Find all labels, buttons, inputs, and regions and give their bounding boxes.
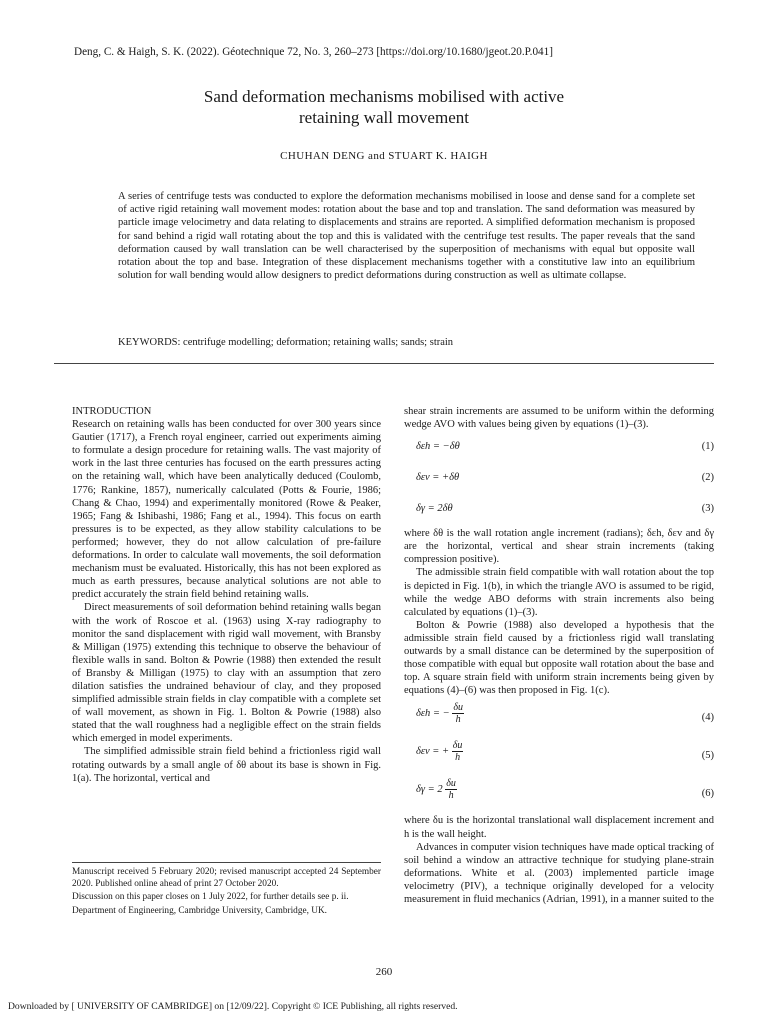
intro-paragraph-2: Direct measurements of soil deformation behind retaining walls began with the work of Roscoe et al. (1963) using X-ray radiography to monitor the sand displacement with rigid wall movement, with Bransby & Milligan (1975) extending this technique to observe the behaviour of flexible walls in sand. Bolton & Powrie (1988) then extended the result of Bransby & Milligan (1975) to clay with an assumption that zero dilation satisfies the undrained behaviour of clay, and they proposed simplified admissible strain fields in clay compatible with a complete set of wall movement, as shown in Fig. 1. Bolton & Powrie (1988) also stated that the wall roughness had a negligible effect on the strain fields which emerged in model experiments. [72,602,381,745]
equation-5-denominator: h [455,752,461,764]
equation-5 [404,738,714,773]
equation-2 [404,465,714,493]
footnotes [72,867,381,919]
equation-5-number: (5) [701,750,714,762]
equation-1 [404,434,714,462]
equation-4-lhs: δεh = − [416,708,450,720]
left-column [72,405,381,785]
equation-4-fraction [452,702,464,725]
equation-4-numerator: δu [453,702,463,714]
equation-6-fraction [445,778,457,801]
citation-line: Deng, C. & Haigh, S. K. (2022). Géotechnique 72, No. 3, 260–273 [https://doi.org/10.1680/jgeot.20.P.041] [74,46,553,58]
intro-paragraph-1: Research on retaining walls has been conducted for over 300 years since Gautier (1717), a French royal engineer, carried out experiments aiming to formulate a design procedure for retaining walls. The vast majority of work in the last three centuries has focused on the earth pressures acting on the retaining wall, which have been analytically deduced (Coulomb, 1776; Rankine, 1857), numerically calculated (Potts & Fourie, 1986; Chang & Chao, 1994) and experimentally monitored (Rowe & Peaker, 1965; Fang & Ishibashi, 1986; Fang et al., 1994). This focus on earth pressures is to be expected, as they allow stability calculations to be performed; however, they do not allow calculation of pre-failure deformations. In order to calculate wall movements, the soil deformation mechanism must be evaluated. Historically, this has not been explored as much as earth pressures, because analytical solutions are not able to predict accurately the strain field behind retaining walls. [72,419,381,601]
right-paragraph-3: The admissible strain field compatible with wall rotation about the top is depicted in Fig. 1(b), in which the triangle AVO is assumed to be rigid, while the wedge ABO deforms with strain increments also being calculated by equations (1)–(3). [404,567,714,618]
keywords: KEYWORDS: centrifuge modelling; deformation; retaining walls; sands; strain [118,337,454,348]
equation-6 [404,776,714,811]
download-notice: Downloaded by [ UNIVERSITY OF CAMBRIDGE] on [12/09/22]. Copyright © ICE Publishing, all rights reserved. [8,1001,458,1012]
section-heading-introduction: INTRODUCTION [72,406,152,417]
equation-3-number: (3) [701,503,714,515]
title-line-2: retaining wall movement [299,108,469,127]
footnote-divider [72,862,381,863]
equation-6-expression [416,778,457,801]
footnote-received: Manuscript received 5 February 2020; revised manuscript accepted 24 September 2020. Published online ahead of print 27 October 2020. [72,867,381,889]
equation-2-number: (2) [701,472,714,484]
author-list: CHUHAN DENG and STUART K. HAIGH [280,150,488,162]
equation-4 [404,700,714,735]
equation-1-number: (1) [701,441,714,453]
equation-4-expression [416,702,464,725]
paper-title [0,86,768,128]
title-line-1: Sand deformation mechanisms mobilised with active [203,87,565,106]
right-paragraph-5: where δu is the horizontal translational wall displacement increment and h is the wall height. [404,815,714,840]
equation-5-expression [416,740,463,763]
abstract: A series of centrifuge tests was conducted to explore the deformation mechanisms mobilised in loose and dense sand for a complete set of active rigid retaining wall movement modes: rotation about the base and top and translation. The sand deformation was measured by particle image velocimetry and data relating to displacements and strains are reported. A simplified deformation mechanism is proposed for sand behind a rigid wall rotating about the top and this is validated with the centrifuge test results. The paper reveals that the sand deformation caused by wall translation can be well characterised by the superposition of mechanisms with equal but opposite wall rotation about the top and base. Integration of these displacement mechanisms together with a constitutive law into an equilibrium solution for wall bending would allow designers to predict deformations during construction as well as ultimate collapse. [118,191,695,282]
equation-2-expression: δεv = +δθ [416,472,460,484]
equation-3-expression: δγ = 2δθ [416,503,453,515]
right-column [404,405,714,906]
header-divider [54,363,714,364]
equation-4-number: (4) [701,712,714,724]
intro-paragraph-3: The simplified admissible strain field behind a frictionless rigid wall rotating outwards by a small angle of δθ about its base is shown in Fig. 1(a). The horizontal, vertical and [72,746,381,784]
footnote-discussion: Discussion on this paper closes on 1 July 2022, for further details see p. ii. [72,892,349,903]
equation-5-numerator: δu [452,740,463,752]
equation-6-lhs: δγ = 2 [416,784,443,796]
footnote-affiliation: Department of Engineering, Cambridge University, Cambridge, UK. [72,905,327,916]
equation-3 [404,496,714,524]
right-paragraph-6: Advances in computer vision techniques have made optical tracking of soil behind a window an attractive technique for studying plane-strain deformations. White et al. (2003) implemented particle image velocimetry (PIV), a technique originally developed for a velocity measurement in fluid mechanics (Adrian, 1991), in a manner suited to the [404,841,714,905]
right-paragraph-4: Bolton & Powrie (1988) also developed a hypothesis that the admissible strain field caused by a frictionless rigid wall translating outwards by a small distance can be determined by the superposition of those compatible with equal but opposite wall rotation about the base and top. A square strain field with uniform strain increments being given by equations (4)–(6) was then proposed in Fig. 1(c). [404,619,714,697]
equation-5-lhs: δεv = + [416,746,450,758]
page-number: 260 [375,966,393,978]
equation-5-fraction [452,740,464,763]
equation-6-numerator: δu [446,778,456,790]
equation-4-denominator: h [455,714,461,726]
right-paragraph-1: shear strain increments are assumed to be uniform within the deforming wedge AVO with values being given by equations (1)–(3). [404,406,714,431]
equation-1-expression: δεh = −δθ [416,441,460,453]
right-paragraph-2: where δθ is the wall rotation angle increment (radians); δεh, δεv and δγ are the horizontal, vertical and shear strain increments (taking compression positive). [404,528,714,566]
equation-6-denominator: h [448,790,454,802]
equation-6-number: (6) [701,788,714,800]
